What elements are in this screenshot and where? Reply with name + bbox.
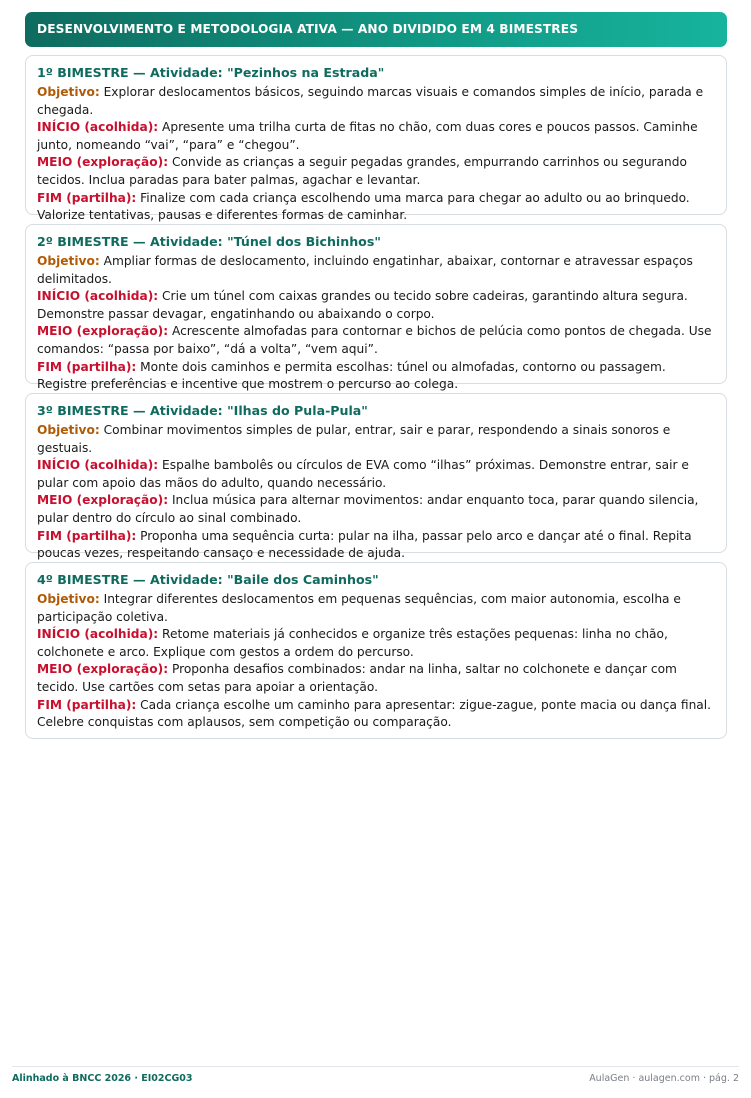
- inicio-text: Apresente uma trilha curta de fitas no chão, com duas cores e poucos passos. Caminhe junto, nomeando “vai”, “para” e “chegou”.: [37, 120, 698, 152]
- inicio-paragraph: [37, 119, 714, 154]
- objetivo-text: Ampliar formas de deslocamento, incluindo engatinhar, abaixar, contornar e atravessar espaços delimitados.: [37, 254, 693, 286]
- footer-page-info: AulaGen · aulagen.com · pág. 2: [589, 1073, 739, 1084]
- meio-paragraph: [37, 492, 714, 527]
- fim-label: FIM (partilha):: [37, 697, 137, 712]
- meio-text: Inclua música para alternar movimentos: andar enquanto toca, parar quando silencia, pular dentro do círculo ao sinal combinado.: [37, 493, 699, 525]
- inicio-text: Retome materiais já conhecidos e organize três estações pequenas: linha no chão, colchonete e arco. Explique com gestos a ordem do percurso.: [37, 627, 668, 659]
- card-title: 2º BIMESTRE — Atividade: "Túnel dos Bichinhos": [37, 234, 381, 249]
- objetivo-label: Objetivo:: [37, 254, 100, 268]
- fim-text: Cada criança escolhe um caminho para apresentar: zigue-zague, ponte macia ou dança final. Celebre conquistas com aplausos, sem competição ou comparação.: [37, 697, 712, 730]
- objetivo-text: Explorar deslocamentos básicos, seguindo marcas visuais e comandos simples de início, parada e chegada.: [37, 85, 704, 117]
- objetivo-text: Integrar diferentes deslocamentos em pequenas sequências, com maior autonomia, escolha e participação coletiva.: [37, 592, 681, 624]
- inicio-label: INÍCIO (acolhida):: [37, 458, 159, 473]
- footer-bncc-code: Alinhado à BNCC 2026 · EI02CG03: [12, 1073, 193, 1084]
- meio-label: MEIO (exploração):: [37, 493, 169, 508]
- fim-paragraph: [37, 528, 714, 563]
- inicio-text: Espalhe bambolês ou círculos de EVA como “ilhas” próximas. Demonstre entrar, sair e pular com apoio das mãos do adulto, quando necessário.: [37, 458, 689, 490]
- bimestre-card-4: [25, 562, 727, 739]
- bimestre-card-3: [25, 393, 727, 561]
- bimestre-card-1: [25, 55, 727, 223]
- inicio-paragraph: [37, 288, 714, 323]
- footer-divider: [12, 1066, 739, 1067]
- fim-paragraph: [37, 190, 714, 225]
- meio-text: Proponha desafios combinados: andar na linha, saltar no colchonete e dançar com tecido. Use cartões com setas para apoiar a orientação.: [37, 662, 677, 694]
- fim-paragraph: [37, 697, 714, 732]
- objetivo-paragraph: [37, 84, 714, 119]
- fim-text: Proponha uma sequência curta: pular na ilha, passar pelo arco e dançar até o final. Repita poucas vezes, respeitando cansaço e necessidade de ajuda.: [37, 528, 692, 561]
- fim-label: FIM (partilha):: [37, 190, 137, 205]
- inicio-text: Crie um túnel com caixas grandes ou tecido sobre cadeiras, garantindo altura segura. Demonstre passar devagar, engatinhando ou abaixando o corpo.: [37, 289, 688, 321]
- inicio-label: INÍCIO (acolhida):: [37, 627, 159, 642]
- objetivo-paragraph: [37, 422, 714, 457]
- page-header: DESENVOLVIMENTO E METODOLOGIA ATIVA — ANO DIVIDIDO EM 4 BIMESTRES: [25, 12, 727, 47]
- fim-label: FIM (partilha):: [37, 359, 137, 374]
- objetivo-text: Combinar movimentos simples de pular, entrar, sair e parar, respondendo a sinais sonoros e gestuais.: [37, 423, 671, 455]
- objetivo-label: Objetivo:: [37, 85, 100, 99]
- fim-label: FIM (partilha):: [37, 528, 137, 543]
- meio-paragraph: [37, 323, 714, 358]
- objetivo-label: Objetivo:: [37, 592, 100, 606]
- card-title: 1º BIMESTRE — Atividade: "Pezinhos na Estrada": [37, 65, 385, 80]
- objetivo-label: Objetivo:: [37, 423, 100, 437]
- fim-text: Finalize com cada criança escolhendo uma marca para chegar ao adulto ou ao brinquedo. Valorize tentativas, pausas e diferentes formas de caminhar.: [37, 190, 690, 223]
- inicio-paragraph: [37, 457, 714, 492]
- meio-label: MEIO (exploração):: [37, 662, 169, 677]
- fim-text: Monte dois caminhos e permita escolhas: túnel ou almofadas, contorno ou passagem. Registre preferências e incentive que mostrem o percurso ao colega.: [37, 359, 666, 392]
- objetivo-paragraph: [37, 253, 714, 288]
- inicio-label: INÍCIO (acolhida):: [37, 120, 159, 135]
- card-title: 4º BIMESTRE — Atividade: "Baile dos Caminhos": [37, 572, 379, 587]
- card-title: 3º BIMESTRE — Atividade: "Ilhas do Pula-Pula": [37, 403, 368, 418]
- inicio-label: INÍCIO (acolhida):: [37, 289, 159, 304]
- objetivo-paragraph: [37, 591, 714, 626]
- bimestre-card-2: [25, 224, 727, 392]
- meio-text: Convide as crianças a seguir pegadas grandes, empurrando carrinhos ou segurando tecidos. Inclua paradas para bater palmas, agachar e levantar.: [37, 155, 687, 187]
- inicio-paragraph: [37, 626, 714, 661]
- meio-paragraph: [37, 661, 714, 696]
- meio-label: MEIO (exploração):: [37, 324, 169, 339]
- meio-text: Acrescente almofadas para contornar e bichos de pelúcia como pontos de chegada. Use comandos: “passa por baixo”, “dá a volta”, “vem aqui”.: [37, 324, 712, 356]
- meio-paragraph: [37, 154, 714, 189]
- fim-paragraph: [37, 359, 714, 394]
- meio-label: MEIO (exploração):: [37, 155, 169, 170]
